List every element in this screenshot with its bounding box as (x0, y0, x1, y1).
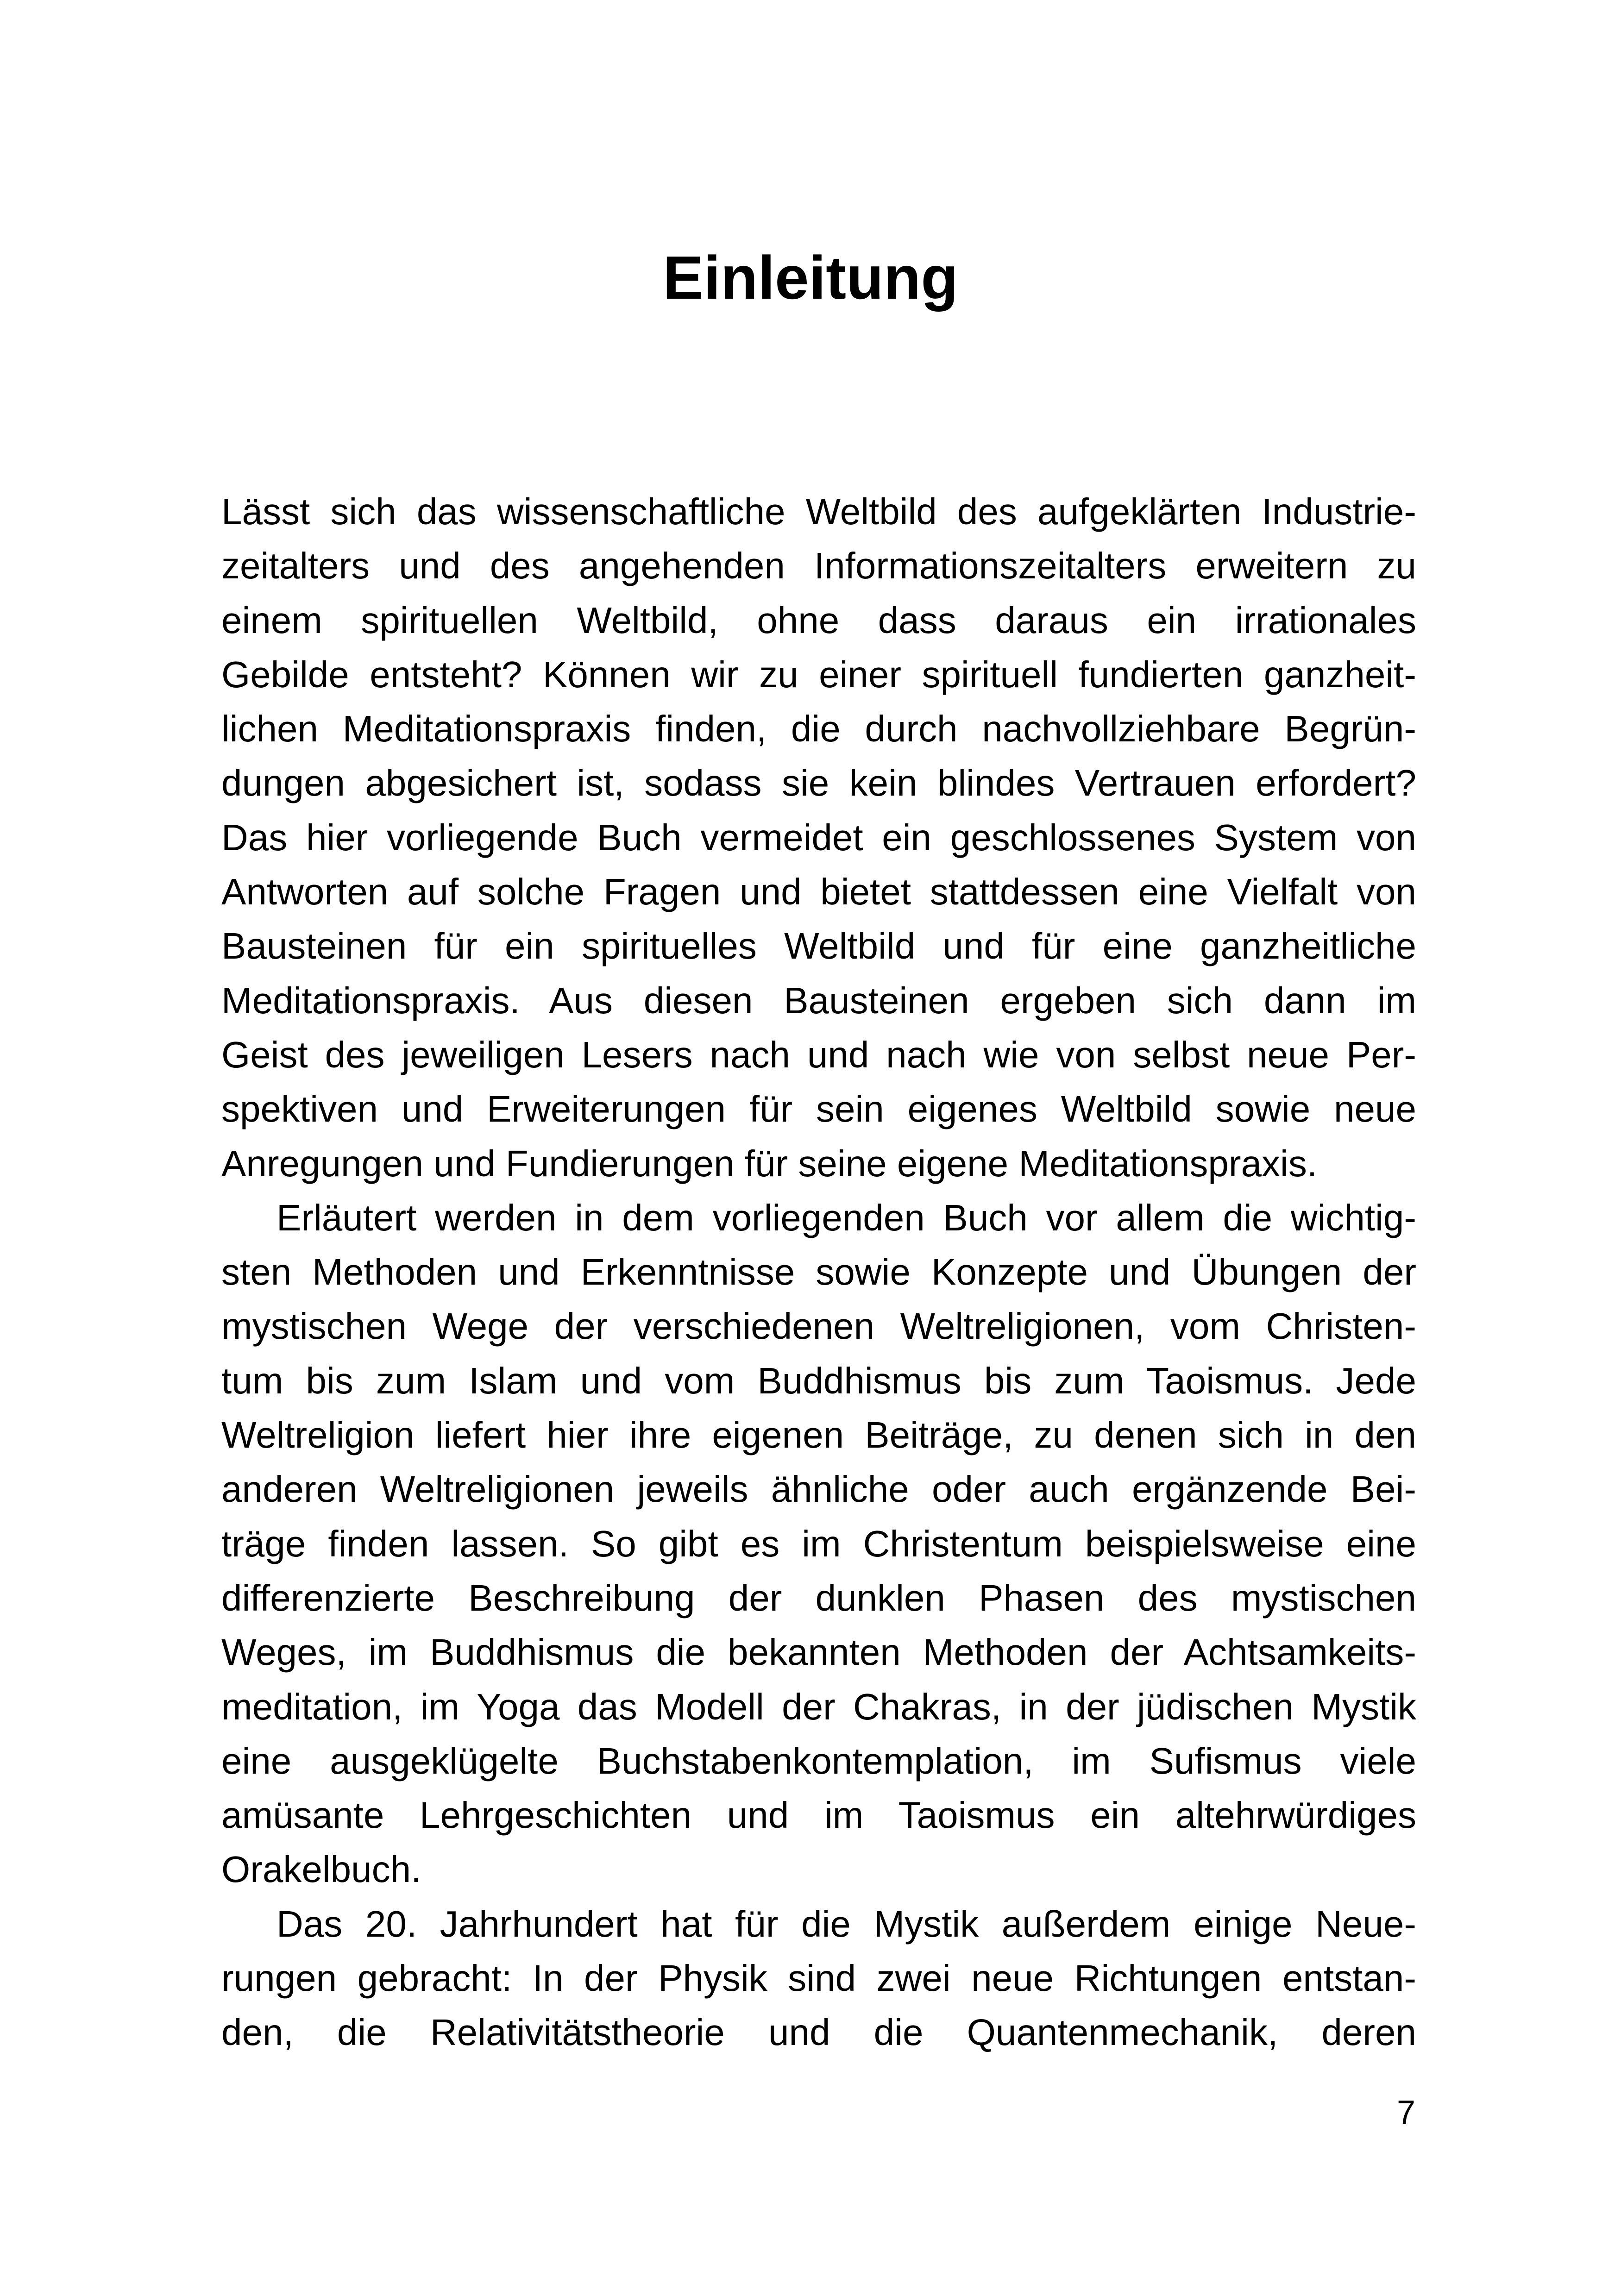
text-line: träge finden lassen. So gibt es im Christentum beispielsweise eine (221, 1523, 1416, 1564)
text-line: anderen Weltreligionen jeweils ähnliche oder auch ergänzende Bei- (221, 1468, 1416, 1510)
page-number: 7 (1396, 2094, 1415, 2131)
text-line: meditation, im Yoga das Modell der Chakras, in der jüdischen Mystik (221, 1686, 1416, 1727)
text-line: Weges, im Buddhismus die bekannten Methoden der Achtsamkeits- (221, 1631, 1416, 1673)
paragraph (221, 1897, 1416, 2060)
text-line: tum bis zum Islam und vom Buddhismus bis zum Taoismus. Jede (221, 1360, 1416, 1401)
text-line: Erläutert werden in dem vorliegenden Buch vor allem die wichtig- (276, 1197, 1416, 1238)
body-text (221, 484, 1416, 2060)
text-line: Anregungen und Fundierungen für seine eigene Meditationspraxis. (221, 1142, 1318, 1184)
text-line: Geist des jeweiligen Lesers nach und nach wie von selbst neue Per- (221, 1034, 1416, 1075)
paragraph (221, 484, 1416, 1191)
text-line: zeitalters und des angehenden Informationszeitalters erweitern zu (221, 545, 1416, 587)
text-line: eine ausgeklügelte Buchstabenkontemplation, im Sufismus viele (221, 1740, 1416, 1782)
text-line: spektiven und Erweiterungen für sein eigenes Weltbild sowie neue (221, 1088, 1416, 1130)
text-line: differenzierte Beschreibung der dunklen Phasen des mystischen (221, 1577, 1416, 1618)
text-line: Lässt sich das wissenschaftliche Weltbild des aufgeklärten Industrie- (221, 491, 1416, 532)
text-line: mystischen Wege der verschiedenen Weltreligionen, vom Christen- (221, 1305, 1416, 1347)
text-line: rungen gebracht: In der Physik sind zwei neue Richtungen entstan- (221, 1957, 1416, 1999)
text-line: einem spirituellen Weltbild, ohne dass daraus ein irrationales (221, 599, 1416, 641)
text-line: sten Methoden und Erkenntnisse sowie Konzepte und Übungen der (221, 1251, 1416, 1293)
text-line: Orakelbuch. (221, 1849, 421, 1890)
chapter-title: Einleitung (663, 244, 958, 312)
text-line: Bausteinen für ein spirituelles Weltbild und für eine ganzheitliche (221, 925, 1416, 967)
text-line: Meditationspraxis. Aus diesen Bausteinen ergeben sich dann im (221, 979, 1416, 1021)
text-line: lichen Meditationspraxis finden, die durch nachvollziehbare Begrün- (221, 708, 1416, 750)
text-line: dungen abgesichert ist, sodass sie kein blindes Vertrauen erfordert? (221, 762, 1416, 804)
text-line: Weltreligion liefert hier ihre eigenen Beiträge, zu denen sich in den (221, 1414, 1416, 1456)
text-line: den, die Relativitätstheorie und die Quantenmechanik, deren (221, 2012, 1416, 2053)
text-line: Gebilde entsteht? Können wir zu einer spirituell fundierten ganzheit- (221, 653, 1416, 695)
text-line: amüsante Lehrgeschichten und im Taoismus ein altehrwürdiges (221, 1794, 1416, 1836)
text-line: Antworten auf solche Fragen und bietet stattdessen eine Vielfalt von (221, 871, 1416, 913)
text-line: Das hier vorliegende Buch vermeidet ein geschlossenes System von (221, 816, 1416, 858)
text-line: Das 20. Jahrhundert hat für die Mystik außerdem einige Neue- (276, 1903, 1416, 1945)
paragraph (221, 1191, 1416, 1897)
